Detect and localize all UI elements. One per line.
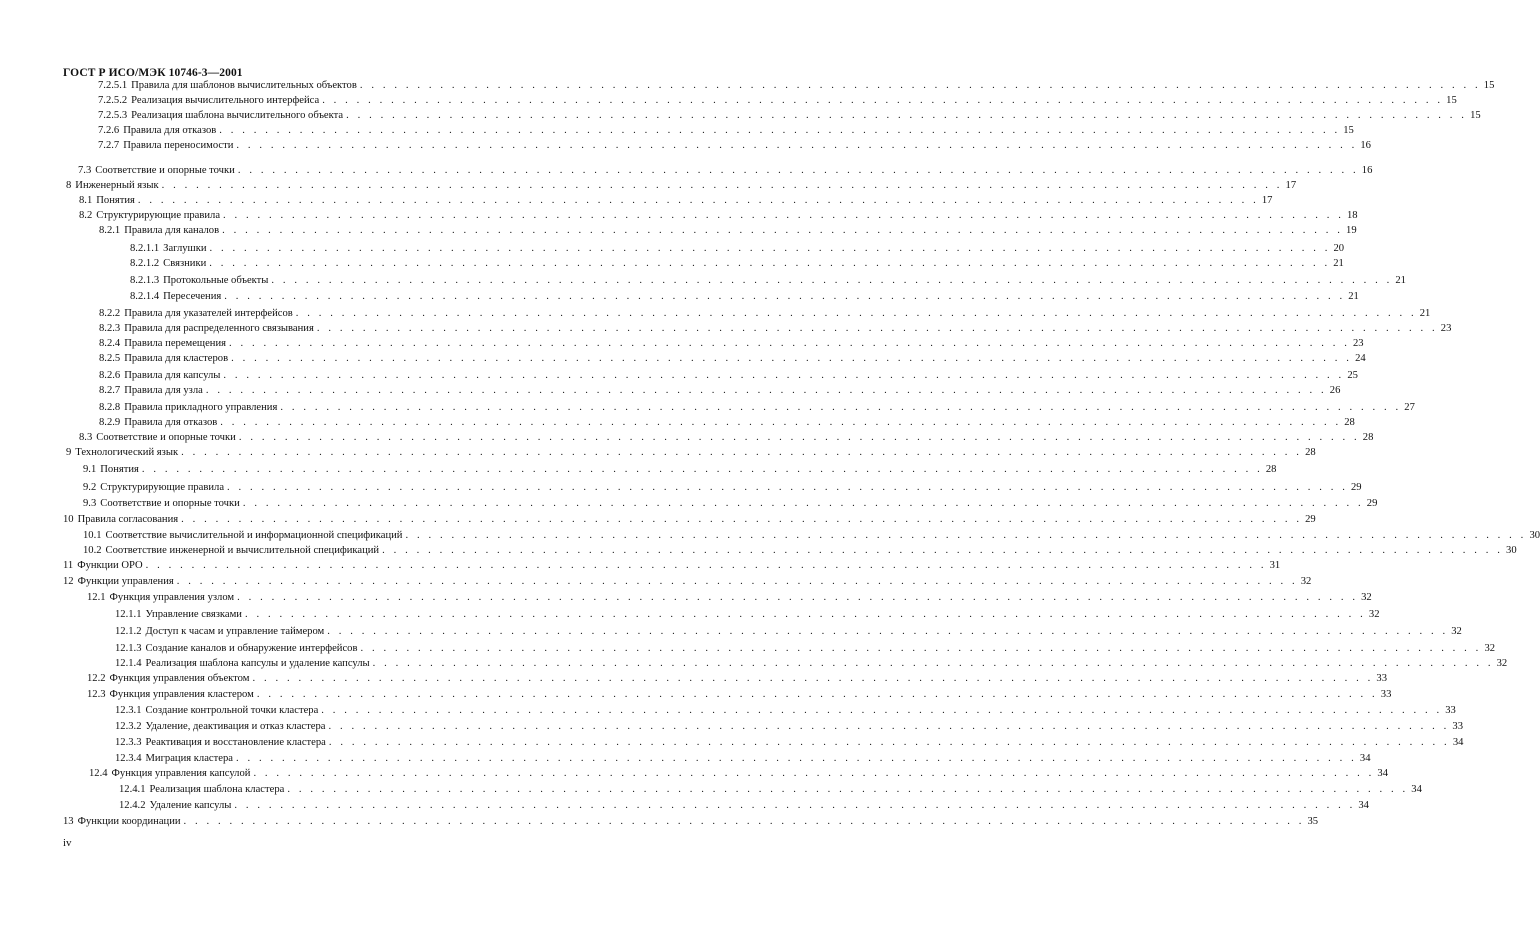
- toc-entry-number: 7.3: [78, 165, 92, 176]
- toc-leader-dots: . . . . . . . . . . . . . . . . . . . . . . . . . . . . . . . . . . . . . . . . . . . . . . . . . . . . . . . . . . . . . . . . . . . . . . . . . . . . . . . . . . . . . . . . . . . . . . . . . .: [382, 545, 1504, 556]
- toc-entry-title: Соответствие инженерной и вычислительной спецификаций: [105, 545, 380, 556]
- toc-entry: [66, 445, 1316, 460]
- toc-leader-dots: . . . . . . . . . . . . . . . . . . . . . . . . . . . . . . . . . . . . . . . . . . . . . . . . . . . . . . . . . . . . . . . . . . . . . . . . . . . . . . . . . . . . . . . . . . . . . . . . . .: [183, 816, 1305, 827]
- toc-entry-title: Правила переносимости: [123, 140, 234, 151]
- toc-entry-title: Создание каналов и обнаружение интерфейсов: [145, 643, 358, 654]
- toc-leader-dots: . . . . . . . . . . . . . . . . . . . . . . . . . . . . . . . . . . . . . . . . . . . . . . . . . . . . . . . . . . . . . . . . . . . . . . . . . . . . . . . . . . . . . . . . . . . . . . . . . .: [209, 258, 1331, 269]
- toc-leader-dots: . . . . . . . . . . . . . . . . . . . . . . . . . . . . . . . . . . . . . . . . . . . . . . . . . . . . . . . . . . . . . . . . . . . . . . . . . . . . . . . . . . . . . . . . . . . . . . . . . .: [176, 576, 1298, 587]
- toc-leader-dots: . . . . . . . . . . . . . . . . . . . . . . . . . . . . . . . . . . . . . . . . . . . . . . . . . . . . . . . . . . . . . . . . . . . . . . . . . . . . . . . . . . . . . . . . . . . . . . . . . .: [222, 225, 1344, 236]
- toc-entry-title: Правила для указателей интерфейсов: [124, 308, 293, 319]
- toc-leader-dots: . . . . . . . . . . . . . . . . . . . . . . . . . . . . . . . . . . . . . . . . . . . . . . . . . . . . . . . . . . . . . . . . . . . . . . . . . . . . . . . . . . . . . . . . . . . . . . . . . .: [181, 514, 1303, 525]
- toc-entry: [115, 624, 1462, 639]
- toc-entry-number: 9: [66, 447, 72, 458]
- toc-entry: [83, 528, 1540, 543]
- toc-entry-number: 7.2.5.2: [98, 95, 128, 106]
- toc-entry-page: 23: [1352, 338, 1364, 349]
- toc-entry-title: Правила для отказов: [123, 125, 217, 136]
- toc-leader-dots: . . . . . . . . . . . . . . . . . . . . . . . . . . . . . . . . . . . . . . . . . . . . . . . . . . . . . . . . . . . . . . . . . . . . . . . . . . . . . . . . . . . . . . . . . . . . . . . . . .: [223, 370, 1345, 381]
- toc-entry-title: Правила прикладного управления: [124, 402, 278, 413]
- toc-entry-page: 32: [1368, 609, 1380, 620]
- toc-entry: [98, 108, 1481, 123]
- toc-entry-page: 29: [1350, 482, 1362, 493]
- toc-leader-dots: . . . . . . . . . . . . . . . . . . . . . . . . . . . . . . . . . . . . . . . . . . . . . . . . . . . . . . . . . . . . . . . . . . . . . . . . . . . . . . . . . . . . . . . . . . . . . . . . . .: [181, 447, 1303, 458]
- toc-entry-number: 12.1.3: [115, 643, 142, 654]
- toc-entry: [115, 719, 1464, 734]
- toc-entry: [99, 400, 1415, 415]
- toc-entry-number: 10.1: [83, 530, 102, 541]
- toc-leader-dots: . . . . . . . . . . . . . . . . . . . . . . . . . . . . . . . . . . . . . . . . . . . . . . . . . . . . . . . . . . . . . . . . . . . . . . . . . . . . . . . . . . . . . . . . . . . . . . . . . .: [137, 195, 1259, 206]
- toc-entry: [99, 306, 1431, 321]
- toc-entry-title: Удаление, деактивация и отказ кластера: [145, 721, 326, 732]
- toc-entry: [98, 123, 1354, 138]
- toc-entry-title: Связники: [163, 258, 207, 269]
- toc-entry-number: 8.2.1.4: [130, 291, 160, 302]
- toc-entry-page: 33: [1445, 705, 1456, 716]
- toc-leader-dots: . . . . . . . . . . . . . . . . . . . . . . . . . . . . . . . . . . . . . . . . . . . . . . . . . . . . . . . . . . . . . . . . . . . . . . . . . . . . . . . . . . . . . . . . . . . . . . . . . .: [295, 308, 1417, 319]
- toc-entry-number: 12.1.4: [115, 658, 142, 669]
- toc-entry: [98, 93, 1457, 108]
- toc-entry-page: 35: [1307, 816, 1319, 827]
- toc-entry-page: 28: [1362, 432, 1374, 443]
- toc-entry-number: 12.1.1: [115, 609, 142, 620]
- toc-entry: [83, 496, 1378, 511]
- toc-leader-dots: . . . . . . . . . . . . . . . . . . . . . . . . . . . . . . . . . . . . . . . . . . . . . . . . . . . . . . . . . . . . . . . . . . . . . . . . . . . . . . . . . . . . . . . . . . . . . . . . . .: [220, 417, 1342, 428]
- toc-entry-number: 9.3: [83, 498, 97, 509]
- toc-entry-page: 27: [1404, 402, 1415, 413]
- toc-entry-page: 21: [1348, 291, 1359, 302]
- toc-entry-number: 8.2.7: [99, 385, 121, 396]
- toc-entry: [87, 590, 1372, 605]
- toc-entry: [115, 607, 1380, 622]
- toc-entry-title: Создание контрольной точки кластера: [145, 705, 319, 716]
- toc-entry-page: 20: [1333, 243, 1345, 254]
- toc-entry-number: 8.2.4: [99, 338, 121, 349]
- toc-entry-number: 12: [63, 576, 74, 587]
- toc-entry-page: 34: [1411, 784, 1422, 795]
- page-number: iv: [63, 837, 72, 849]
- toc-leader-dots: . . . . . . . . . . . . . . . . . . . . . . . . . . . . . . . . . . . . . . . . . . . . . . . . . . . . . . . . . . . . . . . . . . . . . . . . . . . . . . . . . . . . . . . . . . . . . . . . . .: [405, 530, 1527, 541]
- toc-entry: [99, 336, 1364, 351]
- toc-entry: [99, 368, 1358, 383]
- toc-entry-page: 30: [1529, 530, 1540, 541]
- toc-entry: [99, 351, 1366, 366]
- toc-entry-page: 32: [1361, 592, 1372, 603]
- toc-entry: [115, 735, 1464, 750]
- toc-entry-title: Структурирующие правила: [96, 210, 221, 221]
- toc-entry-number: 8.2.1: [99, 225, 121, 236]
- toc-entry: [119, 798, 1369, 813]
- toc-entry: [98, 78, 1495, 93]
- toc-entry: [99, 415, 1355, 430]
- toc-entry-page: 34: [1358, 800, 1369, 811]
- toc-entry-page: 25: [1347, 370, 1358, 381]
- toc-leader-dots: . . . . . . . . . . . . . . . . . . . . . . . . . . . . . . . . . . . . . . . . . . . . . . . . . . . . . . . . . . . . . . . . . . . . . . . . . . . . . . . . . . . . . . . . . . . . . . . . . .: [287, 784, 1409, 795]
- toc-leader-dots: . . . . . . . . . . . . . . . . . . . . . . . . . . . . . . . . . . . . . . . . . . . . . . . . . . . . . . . . . . . . . . . . . . . . . . . . . . . . . . . . . . . . . . . . . . . . . . . . . .: [253, 768, 1375, 779]
- toc-entry: [130, 289, 1359, 304]
- toc-leader-dots: . . . . . . . . . . . . . . . . . . . . . . . . . . . . . . . . . . . . . . . . . . . . . . . . . . . . . . . . . . . . . . . . . . . . . . . . . . . . . . . . . . . . . . . . . . . . . . . . . .: [237, 592, 1359, 603]
- toc-leader-dots: . . . . . . . . . . . . . . . . . . . . . . . . . . . . . . . . . . . . . . . . . . . . . . . . . . . . . . . . . . . . . . . . . . . . . . . . . . . . . . . . . . . . . . . . . . . . . . . . . .: [205, 385, 1327, 396]
- toc-entry-page: 16: [1361, 165, 1373, 176]
- toc-entry-page: 24: [1355, 353, 1366, 364]
- toc-leader-dots: . . . . . . . . . . . . . . . . . . . . . . . . . . . . . . . . . . . . . . . . . . . . . . . . . . . . . . . . . . . . . . . . . . . . . . . . . . . . . . . . . . . . . . . . . . . . . . . . . .: [327, 626, 1449, 637]
- toc-entry-number: 12.1: [87, 592, 106, 603]
- toc-entry-number: 12.3.3: [115, 737, 142, 748]
- toc-leader-dots: . . . . . . . . . . . . . . . . . . . . . . . . . . . . . . . . . . . . . . . . . . . . . . . . . . . . . . . . . . . . . . . . . . . . . . . . . . . . . . . . . . . . . . . . . . . . . . . . . .: [141, 464, 1263, 475]
- toc-leader-dots: . . . . . . . . . . . . . . . . . . . . . . . . . . . . . . . . . . . . . . . . . . . . . . . . . . . . . . . . . . . . . . . . . . . . . . . . . . . . . . . . . . . . . . . . . . . . . . . . . .: [242, 498, 1364, 509]
- toc-entry-title: Удаление капсулы: [149, 800, 232, 811]
- toc-entry-title: Понятия: [96, 195, 135, 206]
- toc-entry-number: 12.4: [89, 768, 108, 779]
- toc-leader-dots: . . . . . . . . . . . . . . . . . . . . . . . . . . . . . . . . . . . . . . . . . . . . . . . . . . . . . . . . . . . . . . . . . . . . . . . . . . . . . . . . . . . . . . . . . . . . . . . . . .: [316, 323, 1438, 334]
- toc-entry-page: 34: [1359, 753, 1371, 764]
- toc-entry-page: 15: [1343, 125, 1354, 136]
- toc-entry-page: 32: [1300, 576, 1312, 587]
- toc-entry-number: 7.2.5.1: [98, 80, 128, 91]
- toc-entry-title: Понятия: [100, 464, 139, 475]
- toc-entry: [63, 558, 1281, 573]
- toc-entry-page: 21: [1419, 308, 1431, 319]
- toc-entry-title: Функции координации: [77, 816, 181, 827]
- toc-leader-dots: . . . . . . . . . . . . . . . . . . . . . . . . . . . . . . . . . . . . . . . . . . . . . . . . . . . . . . . . . . . . . . . . . . . . . . . . . . . . . . . . . . . . . . . . . . . . . . . . . .: [271, 275, 1393, 286]
- toc-entry-title: Правила для каналов: [124, 225, 220, 236]
- toc-leader-dots: . . . . . . . . . . . . . . . . . . . . . . . . . . . . . . . . . . . . . . . . . . . . . . . . . . . . . . . . . . . . . . . . . . . . . . . . . . . . . . . . . . . . . . . . . . . . . . . . . .: [360, 643, 1482, 654]
- toc-leader-dots: . . . . . . . . . . . . . . . . . . . . . . . . . . . . . . . . . . . . . . . . . . . . . . . . . . . . . . . . . . . . . . . . . . . . . . . . . . . . . . . . . . . . . . . . . . . . . . . . . .: [145, 560, 1267, 571]
- toc-entry-page: 34: [1377, 768, 1388, 779]
- toc-entry-page: 17: [1285, 180, 1297, 191]
- toc-entry-title: Миграция кластера: [145, 753, 233, 764]
- toc-entry-title: Доступ к часам и управление таймером: [145, 626, 325, 637]
- toc-leader-dots: . . . . . . . . . . . . . . . . . . . . . . . . . . . . . . . . . . . . . . . . . . . . . . . . . . . . . . . . . . . . . . . . . . . . . . . . . . . . . . . . . . . . . . . . . . . . . . . . . .: [238, 432, 1360, 443]
- toc-entry-page: 15: [1483, 80, 1495, 91]
- toc-entry-title: Правила перемещения: [124, 338, 226, 349]
- toc-entry-page: 30: [1506, 545, 1517, 556]
- toc-entry-title: Правила для капсулы: [124, 370, 221, 381]
- toc-entry-number: 8.2.6: [99, 370, 121, 381]
- toc-entry: [83, 462, 1277, 477]
- toc-entry-number: 12.2: [87, 673, 106, 684]
- toc-entry-number: 8.2.8: [99, 402, 121, 413]
- toc-entry-title: Функция управления узлом: [109, 592, 235, 603]
- toc-entry-title: Реализация вычислительного интерфейса: [131, 95, 320, 106]
- toc-entry-page: 15: [1446, 95, 1457, 106]
- toc-entry-number: 8.2.2: [99, 308, 121, 319]
- toc-entry-page: 18: [1346, 210, 1358, 221]
- toc-entry-number: 9.2: [83, 482, 97, 493]
- toc-entry: [83, 480, 1362, 495]
- toc-entry-page: 33: [1452, 721, 1464, 732]
- toc-leader-dots: . . . . . . . . . . . . . . . . . . . . . . . . . . . . . . . . . . . . . . . . . . . . . . . . . . . . . . . . . . . . . . . . . . . . . . . . . . . . . . . . . . . . . . . . . . . . . . . . . .: [244, 609, 1366, 620]
- toc-entry-number: 8.2: [79, 210, 93, 221]
- toc-entry-page: 32: [1496, 658, 1508, 669]
- toc-entry-number: 8.2.1.3: [130, 275, 160, 286]
- toc-entry-title: Пересечения: [163, 291, 222, 302]
- toc-leader-dots: . . . . . . . . . . . . . . . . . . . . . . . . . . . . . . . . . . . . . . . . . . . . . . . . . . . . . . . . . . . . . . . . . . . . . . . . . . . . . . . . . . . . . . . . . . . . . . . . . .: [235, 753, 1357, 764]
- toc-leader-dots: . . . . . . . . . . . . . . . . . . . . . . . . . . . . . . . . . . . . . . . . . . . . . . . . . . . . . . . . . . . . . . . . . . . . . . . . . . . . . . . . . . . . . . . . . . . . . . . . . .: [161, 180, 1283, 191]
- toc-entry-title: Соответствие и опорные точки: [95, 165, 235, 176]
- toc-entry: [130, 241, 1345, 256]
- toc-entry-page: 23: [1440, 323, 1452, 334]
- toc-entry: [115, 751, 1371, 766]
- toc-entry-number: 12.3: [87, 689, 106, 700]
- toc-entry: [66, 178, 1297, 193]
- toc-entry: [99, 383, 1341, 398]
- toc-entry-number: 8: [66, 180, 72, 191]
- toc-entry-number: 8.2.1.1: [130, 243, 160, 254]
- toc-leader-dots: . . . . . . . . . . . . . . . . . . . . . . . . . . . . . . . . . . . . . . . . . . . . . . . . . . . . . . . . . . . . . . . . . . . . . . . . . . . . . . . . . . . . . . . . . . . . . . . . . .: [231, 353, 1353, 364]
- toc-entry-number: 12.1.2: [115, 626, 142, 637]
- toc-entry-title: Протокольные объекты: [163, 275, 269, 286]
- toc-entry-title: Функция управления капсулой: [111, 768, 251, 779]
- toc-leader-dots: . . . . . . . . . . . . . . . . . . . . . . . . . . . . . . . . . . . . . . . . . . . . . . . . . . . . . . . . . . . . . . . . . . . . . . . . . . . . . . . . . . . . . . . . . . . . . . . . . .: [224, 291, 1346, 302]
- toc-entry-page: 29: [1366, 498, 1378, 509]
- toc-entry-page: 32: [1451, 626, 1462, 637]
- toc-entry: [115, 703, 1456, 718]
- toc-entry: [63, 814, 1319, 829]
- toc-entry-title: Реализация шаблона кластера: [149, 784, 285, 795]
- toc-entry-number: 12.3.1: [115, 705, 142, 716]
- toc-leader-dots: . . . . . . . . . . . . . . . . . . . . . . . . . . . . . . . . . . . . . . . . . . . . . . . . . . . . . . . . . . . . . . . . . . . . . . . . . . . . . . . . . . . . . . . . . . . . . . . . . .: [328, 737, 1450, 748]
- toc-entry: [99, 321, 1452, 336]
- toc-leader-dots: . . . . . . . . . . . . . . . . . . . . . . . . . . . . . . . . . . . . . . . . . . . . . . . . . . . . . . . . . . . . . . . . . . . . . . . . . . . . . . . . . . . . . . . . . . . . . . . . . .: [280, 402, 1402, 413]
- toc-entry: [99, 223, 1357, 238]
- toc-leader-dots: . . . . . . . . . . . . . . . . . . . . . . . . . . . . . . . . . . . . . . . . . . . . . . . . . . . . . . . . . . . . . . . . . . . . . . . . . . . . . . . . . . . . . . . . . . . . . . . . . .: [328, 721, 1450, 732]
- toc-entry-page: 26: [1329, 385, 1341, 396]
- toc-entry-page: 33: [1380, 689, 1392, 700]
- toc-entry-page: 33: [1376, 673, 1388, 684]
- toc-entry-title: Заглушки: [163, 243, 207, 254]
- toc-entry: [130, 273, 1406, 288]
- toc-entry-number: 7.2.5.3: [98, 110, 128, 121]
- toc-entry-title: Соответствие вычислительной и информационной спецификаций: [105, 530, 403, 541]
- toc-entry-number: 12.3.4: [115, 753, 142, 764]
- toc-entry: [83, 543, 1517, 558]
- toc-entry-number: 8.2.1.2: [130, 258, 160, 269]
- toc-leader-dots: . . . . . . . . . . . . . . . . . . . . . . . . . . . . . . . . . . . . . . . . . . . . . . . . . . . . . . . . . . . . . . . . . . . . . . . . . . . . . . . . . . . . . . . . . . . . . . . . . .: [223, 210, 1344, 221]
- toc-entry: [98, 138, 1371, 153]
- toc-entry-title: Правила для узла: [124, 385, 203, 396]
- toc-entry-title: Соответствие и опорные точки: [96, 432, 236, 443]
- toc-entry: [79, 193, 1273, 208]
- toc-entry-title: Правила согласования: [77, 514, 179, 525]
- toc-entry-number: 10.2: [83, 545, 102, 556]
- toc-entry-title: Структурирующие правила: [100, 482, 225, 493]
- toc-entry-number: 11: [63, 560, 74, 571]
- toc-leader-dots: . . . . . . . . . . . . . . . . . . . . . . . . . . . . . . . . . . . . . . . . . . . . . . . . . . . . . . . . . . . . . . . . . . . . . . . . . . . . . . . . . . . . . . . . . . . . . . . . . .: [219, 125, 1341, 136]
- toc-entry-number: 13: [63, 816, 74, 827]
- toc-entry-page: 17: [1261, 195, 1273, 206]
- toc-entry-page: 21: [1395, 275, 1406, 286]
- toc-entry: [63, 512, 1316, 527]
- toc-entry-title: Реализация шаблона вычислительного объекта: [131, 110, 344, 121]
- toc-entry-page: 16: [1360, 140, 1371, 151]
- toc-entry: [87, 671, 1388, 686]
- toc-leader-dots: . . . . . . . . . . . . . . . . . . . . . . . . . . . . . . . . . . . . . . . . . . . . . . . . . . . . . . . . . . . . . . . . . . . . . . . . . . . . . . . . . . . . . . . . . . . . . . . . . .: [322, 95, 1444, 106]
- toc-leader-dots: . . . . . . . . . . . . . . . . . . . . . . . . . . . . . . . . . . . . . . . . . . . . . . . . . . . . . . . . . . . . . . . . . . . . . . . . . . . . . . . . . . . . . . . . . . . . . . . . . .: [227, 482, 1348, 493]
- toc-entry-title: Функция управления объектом: [109, 673, 250, 684]
- toc-entry-title: Функции управления: [77, 576, 174, 587]
- toc-leader-dots: . . . . . . . . . . . . . . . . . . . . . . . . . . . . . . . . . . . . . . . . . . . . . . . . . . . . . . . . . . . . . . . . . . . . . . . . . . . . . . . . . . . . . . . . . . . . . . . . . .: [236, 140, 1358, 151]
- toc-entry-title: Функция управления кластером: [109, 689, 254, 700]
- toc-entry-title: Правила для шаблонов вычислительных объектов: [131, 80, 357, 91]
- toc-entry: [63, 574, 1312, 589]
- toc-entry-number: 12.4.1: [119, 784, 146, 795]
- toc-entry-title: Правила для кластеров: [124, 353, 229, 364]
- toc-entry-number: 9.1: [83, 464, 97, 475]
- toc-leader-dots: . . . . . . . . . . . . . . . . . . . . . . . . . . . . . . . . . . . . . . . . . . . . . . . . . . . . . . . . . . . . . . . . . . . . . . . . . . . . . . . . . . . . . . . . . . . . . . . . . .: [229, 338, 1350, 349]
- toc-entry-number: 12.3.2: [115, 721, 142, 732]
- toc-entry-page: 15: [1470, 110, 1481, 121]
- toc-entry-page: 29: [1305, 514, 1316, 525]
- toc-entry-number: 12.4.2: [119, 800, 146, 811]
- toc-leader-dots: . . . . . . . . . . . . . . . . . . . . . . . . . . . . . . . . . . . . . . . . . . . . . . . . . . . . . . . . . . . . . . . . . . . . . . . . . . . . . . . . . . . . . . . . . . . . . . . . . .: [234, 800, 1356, 811]
- toc-entry-page: 32: [1484, 643, 1496, 654]
- toc-entry-page: 34: [1452, 737, 1464, 748]
- toc-entry-number: 8.2.5: [99, 353, 121, 364]
- toc-entry-page: 19: [1346, 225, 1357, 236]
- toc-entry-page: 28: [1265, 464, 1277, 475]
- toc-entry: [115, 641, 1496, 656]
- toc-leader-dots: . . . . . . . . . . . . . . . . . . . . . . . . . . . . . . . . . . . . . . . . . . . . . . . . . . . . . . . . . . . . . . . . . . . . . . . . . . . . . . . . . . . . . . . . . . . . . . . . . .: [256, 689, 1378, 700]
- toc-entry: [119, 782, 1422, 797]
- toc-entry-number: 7.2.6: [98, 125, 120, 136]
- toc-entry-number: 7.2.7: [98, 140, 120, 151]
- toc-entry: [115, 656, 1508, 671]
- toc-entry-page: 21: [1333, 258, 1344, 269]
- toc-entry-title: Правила для распределенного связывания: [124, 323, 314, 334]
- toc-entry: [87, 687, 1392, 702]
- toc-leader-dots: . . . . . . . . . . . . . . . . . . . . . . . . . . . . . . . . . . . . . . . . . . . . . . . . . . . . . . . . . . . . . . . . . . . . . . . . . . . . . . . . . . . . . . . . . . . . . . . . . .: [321, 705, 1443, 716]
- toc-entry: [78, 163, 1373, 178]
- toc-entry-title: Инженерный язык: [75, 180, 159, 191]
- toc-entry-title: Соответствие и опорные точки: [100, 498, 240, 509]
- toc-entry-number: 8.2.9: [99, 417, 121, 428]
- toc-entry: [79, 430, 1374, 445]
- toc-entry-number: 10: [63, 514, 74, 525]
- toc-leader-dots: . . . . . . . . . . . . . . . . . . . . . . . . . . . . . . . . . . . . . . . . . . . . . . . . . . . . . . . . . . . . . . . . . . . . . . . . . . . . . . . . . . . . . . . . . . . . . . . . . .: [252, 673, 1374, 684]
- toc-leader-dots: . . . . . . . . . . . . . . . . . . . . . . . . . . . . . . . . . . . . . . . . . . . . . . . . . . . . . . . . . . . . . . . . . . . . . . . . . . . . . . . . . . . . . . . . . . . . . . . . . .: [346, 110, 1468, 121]
- toc-leader-dots: . . . . . . . . . . . . . . . . . . . . . . . . . . . . . . . . . . . . . . . . . . . . . . . . . . . . . . . . . . . . . . . . . . . . . . . . . . . . . . . . . . . . . . . . . . . . . . . . . .: [359, 80, 1481, 91]
- toc-entry: [130, 256, 1344, 271]
- toc-entry-title: Функции ОРО: [77, 560, 143, 571]
- toc-entry-page: 28: [1344, 417, 1355, 428]
- toc-entry-number: 8.3: [79, 432, 93, 443]
- toc-leader-dots: . . . . . . . . . . . . . . . . . . . . . . . . . . . . . . . . . . . . . . . . . . . . . . . . . . . . . . . . . . . . . . . . . . . . . . . . . . . . . . . . . . . . . . . . . . . . . . . . . .: [209, 243, 1331, 254]
- toc-entry: [89, 766, 1388, 781]
- toc-entry-title: Управление связками: [145, 609, 242, 620]
- toc-entry-title: Реактивация и восстановление кластера: [145, 737, 326, 748]
- toc-leader-dots: . . . . . . . . . . . . . . . . . . . . . . . . . . . . . . . . . . . . . . . . . . . . . . . . . . . . . . . . . . . . . . . . . . . . . . . . . . . . . . . . . . . . . . . . . . . . . . . . . .: [372, 658, 1494, 669]
- toc-entry-page: 28: [1305, 447, 1316, 458]
- toc-entry-title: Реализация шаблона капсулы и удаление капсулы: [145, 658, 370, 669]
- toc-entry: [79, 208, 1358, 223]
- toc-leader-dots: . . . . . . . . . . . . . . . . . . . . . . . . . . . . . . . . . . . . . . . . . . . . . . . . . . . . . . . . . . . . . . . . . . . . . . . . . . . . . . . . . . . . . . . . . . . . . . . . . .: [237, 165, 1359, 176]
- toc-entry-page: 31: [1269, 560, 1281, 571]
- toc-entry-title: Правила для отказов: [124, 417, 218, 428]
- document-header: ГОСТ Р ИСО/МЭК 10746-3—2001: [63, 67, 243, 79]
- toc-entry-title: Технологический язык: [75, 447, 179, 458]
- toc-entry-number: 8.2.3: [99, 323, 121, 334]
- toc-entry-number: 8.1: [79, 195, 93, 206]
